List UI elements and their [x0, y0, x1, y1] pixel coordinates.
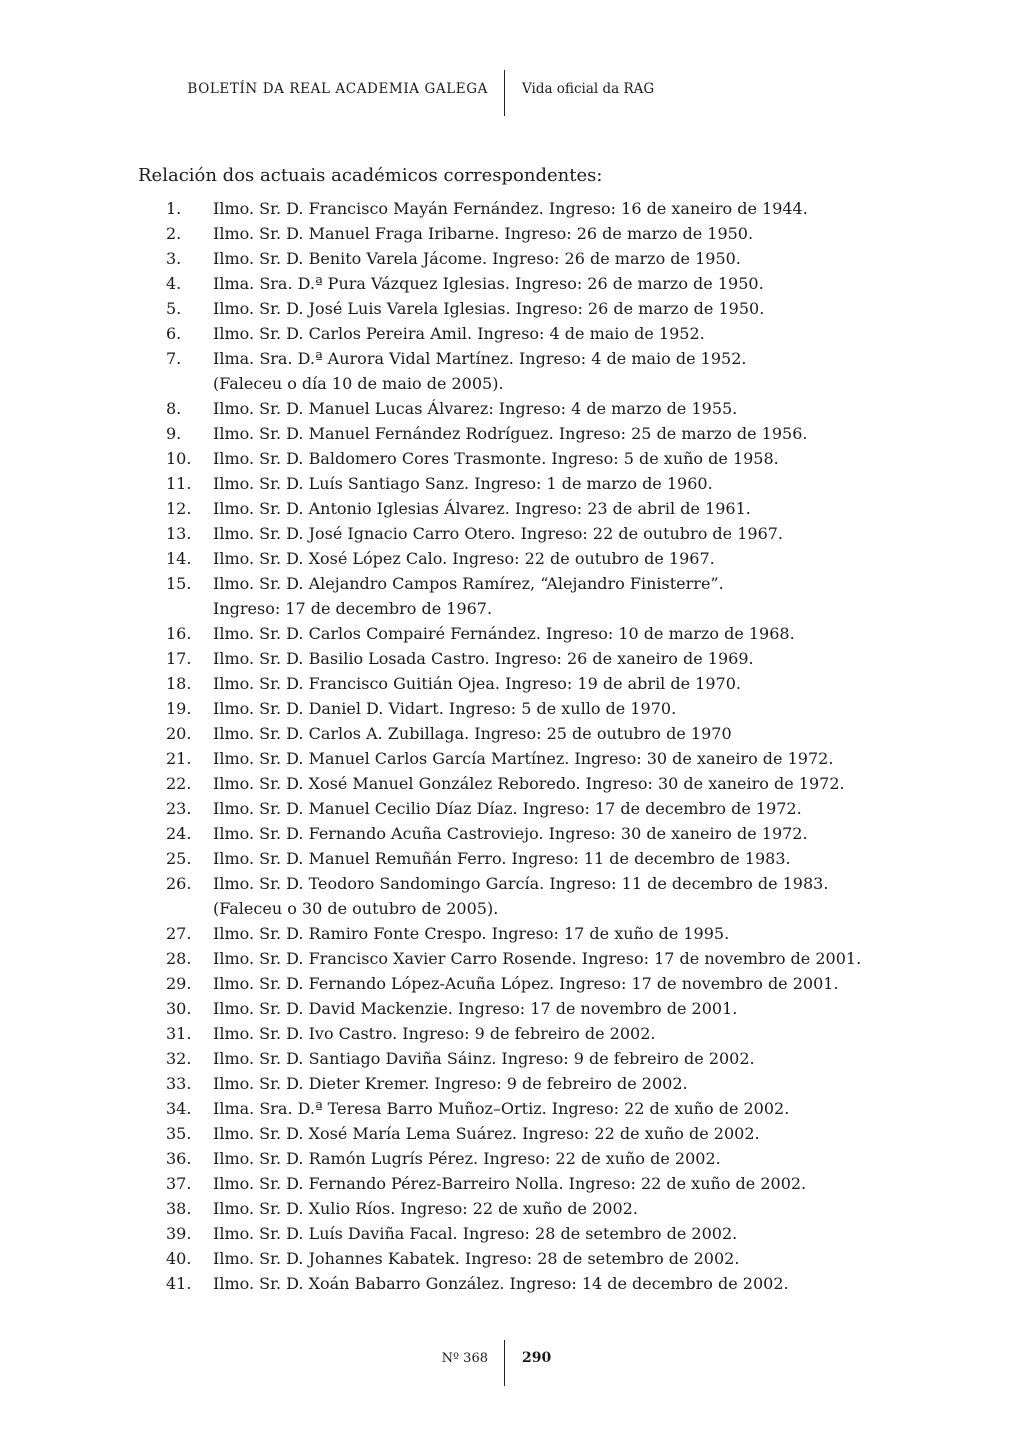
- item-number: 10.: [166, 449, 192, 468]
- list-item: [0, 646, 1010, 671]
- list-item: [0, 246, 1010, 271]
- item-number: 22.: [166, 774, 192, 793]
- page-number: 290: [522, 1350, 552, 1366]
- item-text: Ilma. Sra. D.ª Pura Vázquez Iglesias. Ingreso: 26 de marzo de 1950.: [213, 274, 764, 293]
- list-item: [0, 996, 1010, 1021]
- item-number: 26.: [166, 874, 192, 893]
- footer-divider: [504, 1340, 505, 1386]
- item-text: Ilmo. Sr. D. Ramiro Fonte Crespo. Ingreso: 17 de xuño de 1995.: [213, 924, 730, 943]
- item-number: 9.: [166, 424, 182, 443]
- item-text: Ilmo. Sr. D. Basilio Losada Castro. Ingreso: 26 de xaneiro de 1969.: [213, 649, 754, 668]
- list-item: [0, 746, 1010, 771]
- list-item-continuation: [0, 596, 1010, 621]
- item-text: Ilmo. Sr. D. Johannes Kabatek. Ingreso: 28 de setembro de 2002.: [213, 1249, 740, 1268]
- list-item: [0, 1021, 1010, 1046]
- item-number: 16.: [166, 624, 192, 643]
- item-number: 1.: [166, 199, 182, 218]
- item-text: Ilmo. Sr. D. Luís Daviña Facal. Ingreso: 28 de setembro de 2002.: [213, 1224, 738, 1243]
- section-heading: Relación dos actuais académicos correspondentes:: [138, 165, 603, 186]
- item-text: Ilmo. Sr. D. Xosé María Lema Suárez. Ingreso: 22 de xuño de 2002.: [213, 1124, 760, 1143]
- item-text: Ilmo. Sr. D. Francisco Mayán Fernández. Ingreso: 16 de xaneiro de 1944.: [213, 199, 808, 218]
- item-number: 15.: [166, 574, 192, 593]
- members-list: [0, 196, 1010, 1296]
- list-item: [0, 621, 1010, 646]
- item-number: 5.: [166, 299, 182, 318]
- item-number: 31.: [166, 1024, 192, 1043]
- list-item: [0, 821, 1010, 846]
- item-number: 11.: [166, 474, 192, 493]
- list-item: [0, 971, 1010, 996]
- list-item: [0, 946, 1010, 971]
- list-item: [0, 271, 1010, 296]
- item-number: 36.: [166, 1149, 192, 1168]
- item-number: 27.: [166, 924, 192, 943]
- header-divider: [504, 70, 505, 116]
- item-number: 20.: [166, 724, 192, 743]
- item-number: 39.: [166, 1224, 192, 1243]
- item-number: 7.: [166, 349, 182, 368]
- list-item: [0, 346, 1010, 371]
- item-text: Ilmo. Sr. D. Manuel Carlos García Martínez. Ingreso: 30 de xaneiro de 1972.: [213, 749, 834, 768]
- item-text: Ilmo. Sr. D. Xulio Ríos. Ingreso: 22 de xuño de 2002.: [213, 1199, 638, 1218]
- item-number: 29.: [166, 974, 192, 993]
- item-number: 40.: [166, 1249, 192, 1268]
- list-item: [0, 546, 1010, 571]
- item-text: Ilmo. Sr. D. Teodoro Sandomingo García. Ingreso: 11 de decembro de 1983.: [213, 874, 829, 893]
- item-number: 23.: [166, 799, 192, 818]
- list-item: [0, 396, 1010, 421]
- item-text: Ilmo. Sr. D. Manuel Lucas Álvarez: Ingreso: 4 de marzo de 1955.: [213, 399, 738, 418]
- list-item: [0, 1121, 1010, 1146]
- item-text: Ilmo. Sr. D. Antonio Iglesias Álvarez. Ingreso: 23 de abril de 1961.: [213, 499, 751, 518]
- item-text: Ilmo. Sr. D. Manuel Cecilio Díaz Díaz. Ingreso: 17 de decembro de 1972.: [213, 799, 802, 818]
- item-number: 17.: [166, 649, 192, 668]
- item-text: Ilmo. Sr. D. Francisco Guitián Ojea. Ingreso: 19 de abril de 1970.: [213, 674, 741, 693]
- section-name: Vida oficial da RAG: [522, 81, 655, 97]
- item-text: Ilmo. Sr. D. Xosé López Calo. Ingreso: 22 de outubro de 1967.: [213, 549, 715, 568]
- item-text: Ilmo. Sr. D. José Luis Varela Iglesias. Ingreso: 26 de marzo de 1950.: [213, 299, 765, 318]
- item-text: Ilmo. Sr. D. Santiago Daviña Sáinz. Ingreso: 9 de febreiro de 2002.: [213, 1049, 755, 1068]
- item-number: 3.: [166, 249, 182, 268]
- item-text: Ilmo. Sr. D. Luís Santiago Sanz. Ingreso: 1 de marzo de 1960.: [213, 474, 713, 493]
- item-text: Ilmo. Sr. D. Ramón Lugrís Pérez. Ingreso: 22 de xuño de 2002.: [213, 1149, 721, 1168]
- item-number: 33.: [166, 1074, 192, 1093]
- item-text: Ilmo. Sr. D. Fernando López-Acuña López. Ingreso: 17 de novembro de 2001.: [213, 974, 839, 993]
- issue-number: Nº 368: [441, 1351, 488, 1366]
- item-number: 18.: [166, 674, 192, 693]
- item-text: Ilmo. Sr. D. Carlos Compairé Fernández. Ingreso: 10 de marzo de 1968.: [213, 624, 795, 643]
- item-number: 41.: [166, 1274, 192, 1293]
- item-number: 34.: [166, 1099, 192, 1118]
- journal-title: BOLETÍN DA REAL ACADEMIA GALEGA: [187, 81, 488, 97]
- item-number: 6.: [166, 324, 182, 343]
- item-number: 32.: [166, 1049, 192, 1068]
- item-text: Ilmo. Sr. D. David Mackenzie. Ingreso: 17 de novembro de 2001.: [213, 999, 738, 1018]
- list-item: [0, 846, 1010, 871]
- list-item: [0, 521, 1010, 546]
- item-number: 13.: [166, 524, 192, 543]
- list-item: [0, 1071, 1010, 1096]
- list-item: [0, 921, 1010, 946]
- item-number: 28.: [166, 949, 192, 968]
- list-item: [0, 296, 1010, 321]
- list-item: [0, 571, 1010, 596]
- item-number: 24.: [166, 824, 192, 843]
- list-item: [0, 671, 1010, 696]
- item-number: 38.: [166, 1199, 192, 1218]
- list-item: [0, 696, 1010, 721]
- item-text: Ilmo. Sr. D. Manuel Fernández Rodríguez. Ingreso: 25 de marzo de 1956.: [213, 424, 808, 443]
- list-item: [0, 796, 1010, 821]
- list-item: [0, 1096, 1010, 1121]
- item-number: 4.: [166, 274, 182, 293]
- list-item: [0, 196, 1010, 221]
- list-item: [0, 321, 1010, 346]
- item-text: Ilma. Sra. D.ª Teresa Barro Muñoz–Ortiz. Ingreso: 22 de xuño de 2002.: [213, 1099, 790, 1118]
- list-item-continuation: [0, 371, 1010, 396]
- item-text: Ilmo. Sr. D. Dieter Kremer. Ingreso: 9 de febreiro de 2002.: [213, 1074, 688, 1093]
- item-text: (Faleceu o día 10 de maio de 2005).: [213, 374, 504, 393]
- item-number: 12.: [166, 499, 192, 518]
- item-text: Ilmo. Sr. D. Fernando Acuña Castroviejo. Ingreso: 30 de xaneiro de 1972.: [213, 824, 808, 843]
- item-number: 8.: [166, 399, 182, 418]
- list-item-continuation: [0, 896, 1010, 921]
- item-number: 14.: [166, 549, 192, 568]
- item-text: Ilmo. Sr. D. Ivo Castro. Ingreso: 9 de febreiro de 2002.: [213, 1024, 656, 1043]
- item-text: Ilmo. Sr. D. Manuel Fraga Iribarne. Ingreso: 26 de marzo de 1950.: [213, 224, 754, 243]
- list-item: [0, 1046, 1010, 1071]
- item-text: Ilmo. Sr. D. Carlos A. Zubillaga. Ingreso: 25 de outubro de 1970: [213, 724, 732, 743]
- item-text: Ilmo. Sr. D. Baldomero Cores Trasmonte. Ingreso: 5 de xuño de 1958.: [213, 449, 779, 468]
- item-number: 30.: [166, 999, 192, 1018]
- list-item: [0, 1271, 1010, 1296]
- list-item: [0, 1221, 1010, 1246]
- item-text: Ilmo. Sr. D. Alejandro Campos Ramírez, “Alejandro Finisterre”.: [213, 574, 724, 593]
- item-text: Ilmo. Sr. D. Benito Varela Jácome. Ingreso: 26 de marzo de 1950.: [213, 249, 741, 268]
- item-text: Ilmo. Sr. D. Fernando Pérez-Barreiro Nolla. Ingreso: 22 de xuño de 2002.: [213, 1174, 807, 1193]
- list-item: [0, 471, 1010, 496]
- item-text: Ilmo. Sr. D. Daniel D. Vidart. Ingreso: 5 de xullo de 1970.: [213, 699, 677, 718]
- item-text: Ingreso: 17 de decembro de 1967.: [213, 599, 493, 618]
- item-number: 21.: [166, 749, 192, 768]
- list-item: [0, 771, 1010, 796]
- item-number: 25.: [166, 849, 192, 868]
- list-item: [0, 421, 1010, 446]
- list-item: [0, 1146, 1010, 1171]
- item-text: Ilmo. Sr. D. Manuel Remuñán Ferro. Ingreso: 11 de decembro de 1983.: [213, 849, 791, 868]
- list-item: [0, 871, 1010, 896]
- item-text: Ilmo. Sr. D. Francisco Xavier Carro Rosende. Ingreso: 17 de novembro de 2001.: [213, 949, 862, 968]
- item-number: 37.: [166, 1174, 192, 1193]
- item-text: Ilmo. Sr. D. José Ignacio Carro Otero. Ingreso: 22 de outubro de 1967.: [213, 524, 784, 543]
- item-number: 2.: [166, 224, 182, 243]
- list-item: [0, 496, 1010, 521]
- list-item: [0, 721, 1010, 746]
- item-number: 35.: [166, 1124, 192, 1143]
- list-item: [0, 1196, 1010, 1221]
- item-text: Ilmo. Sr. D. Carlos Pereira Amil. Ingreso: 4 de maio de 1952.: [213, 324, 705, 343]
- item-text: Ilmo. Sr. D. Xoán Babarro González. Ingreso: 14 de decembro de 2002.: [213, 1274, 789, 1293]
- item-text: (Faleceu o 30 de outubro de 2005).: [213, 899, 499, 918]
- item-text: Ilmo. Sr. D. Xosé Manuel González Reboredo. Ingreso: 30 de xaneiro de 1972.: [213, 774, 845, 793]
- list-item: [0, 221, 1010, 246]
- item-text: Ilma. Sra. D.ª Aurora Vidal Martínez. Ingreso: 4 de maio de 1952.: [213, 349, 747, 368]
- list-item: [0, 446, 1010, 471]
- item-number: 19.: [166, 699, 192, 718]
- list-item: [0, 1246, 1010, 1271]
- list-item: [0, 1171, 1010, 1196]
